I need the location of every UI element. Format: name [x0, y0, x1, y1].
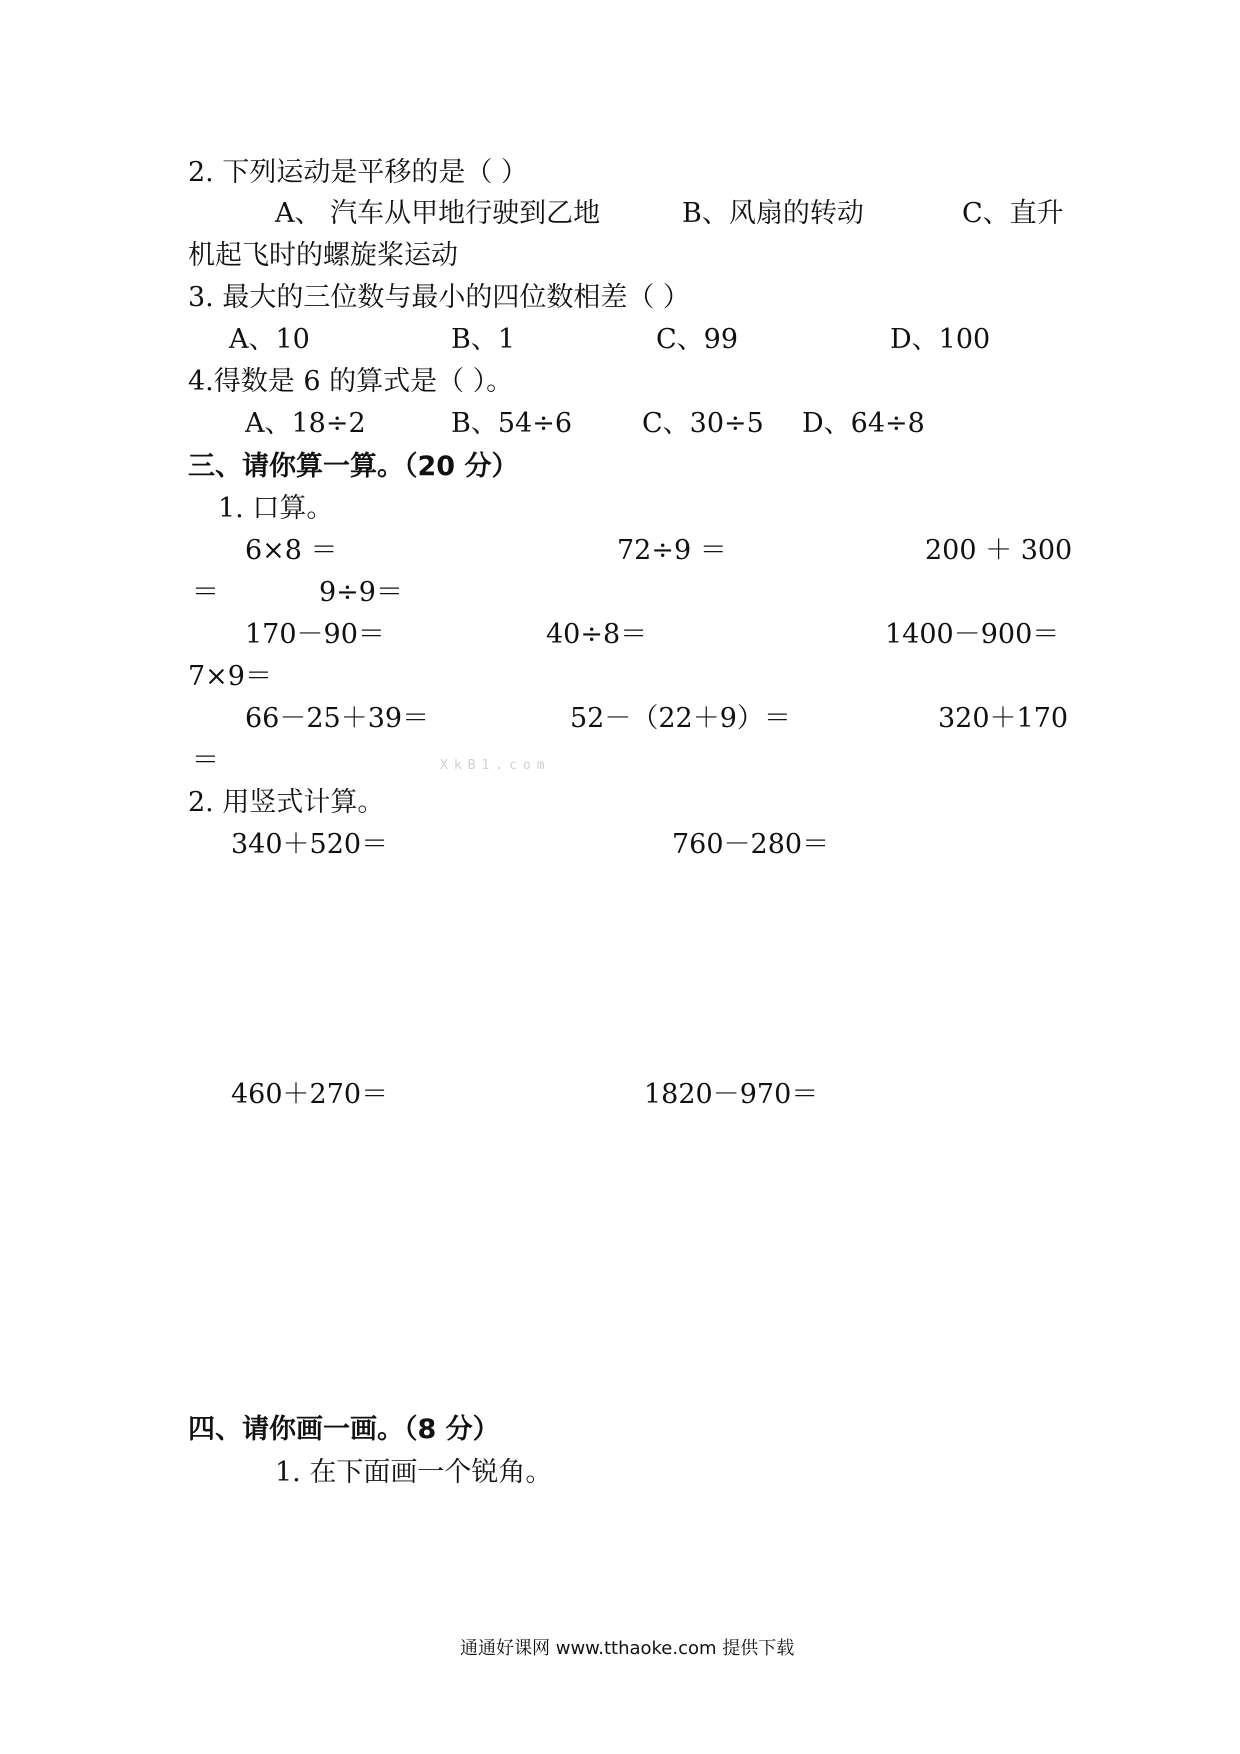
q4-option-a: A、18÷2 [245, 408, 366, 439]
q2-option-c-continued: 机起飞时的螺旋桨运动 [188, 240, 458, 271]
section3-heading: 三、请你算一算。（20 分） [188, 451, 519, 482]
oral-calc-item: 9÷9＝ [319, 577, 403, 608]
vertical-calc-item: 760－280＝ [672, 829, 830, 860]
oral-calc-item: 170－90＝ [245, 619, 385, 650]
oral-calc-item: 66－25＋39＝ [245, 703, 430, 734]
q4-option-d: D、64÷8 [802, 408, 925, 439]
q3-option-b: B、1 [451, 324, 516, 355]
oral-calc-item: 7×9＝ [188, 661, 272, 692]
q3-option-a: A、10 [229, 324, 310, 355]
draw-angle-instruction: 1. 在下面画一个锐角。 [275, 1457, 553, 1488]
vertical-calc-label: 2. 用竖式计算。 [188, 787, 385, 818]
q2-option-c: C、直升 [962, 198, 1064, 229]
q4-option-c: C、30÷5 [642, 408, 764, 439]
watermark: XkB1.com [440, 758, 551, 773]
q2-stem: 2. 下列运动是平移的是（ ） [188, 157, 528, 188]
oral-calc-item: 6×8 ＝ [245, 535, 338, 566]
oral-calc-item: ＝ [192, 745, 219, 776]
vertical-calc-item: 340＋520＝ [231, 829, 389, 860]
oral-calc-item: 200 ＋ 300 [925, 535, 1073, 566]
section4-heading: 四、请你画一画。（8 分） [188, 1414, 500, 1445]
footer-credit: 通通好课网 www.tthaoke.com 提供下载 [460, 1638, 795, 1659]
oral-calc-item: ＝ [192, 577, 219, 608]
q2-option-a: A、 汽车从甲地行驶到乙地 [275, 198, 601, 229]
vertical-calc-item: 460＋270＝ [231, 1079, 389, 1110]
oral-calc-item: 72÷9 ＝ [617, 535, 727, 566]
vertical-calc-item: 1820－970＝ [644, 1079, 819, 1110]
q3-stem: 3. 最大的三位数与最小的四位数相差（ ） [188, 282, 690, 313]
oral-calc-label: 1. 口算。 [218, 493, 334, 524]
q3-option-c: C、99 [656, 324, 739, 355]
oral-calc-item: 320＋170 [938, 703, 1069, 734]
q3-option-d: D、100 [890, 324, 991, 355]
oral-calc-item: 52－（22＋9）＝ [570, 703, 791, 734]
q4-stem: 4.得数是 6 的算式是（ ）。 [188, 366, 514, 397]
oral-calc-item: 40÷8＝ [546, 619, 648, 650]
q4-option-b: B、54÷6 [451, 408, 572, 439]
q2-option-b: B、风扇的转动 [682, 198, 864, 229]
oral-calc-item: 1400－900＝ [885, 619, 1060, 650]
